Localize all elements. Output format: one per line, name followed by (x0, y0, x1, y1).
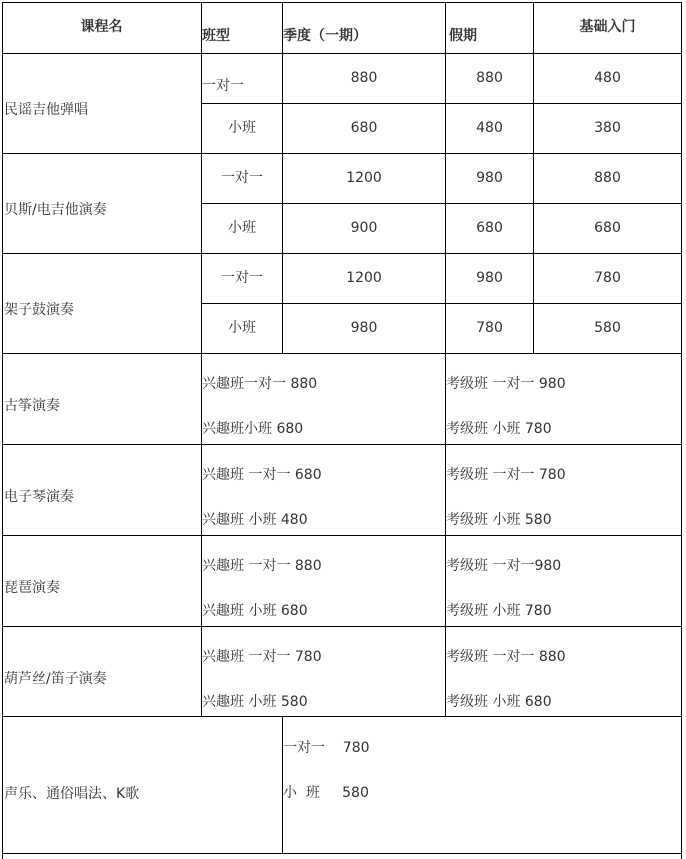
class-type: 小班 (228, 220, 256, 236)
course-name: 古筝演奏 (4, 398, 60, 414)
price-basic: 780 (594, 270, 621, 286)
interest-class-price: 兴趣班 小班 480 (202, 512, 308, 528)
price-basic: 680 (594, 220, 621, 236)
interest-class-price: 兴趣班一对一 880 (202, 376, 318, 392)
header-class-type: 班型 (202, 28, 230, 44)
class-type: 小班 (228, 120, 256, 136)
interest-class-price: 兴趣班 一对一 880 (202, 558, 322, 574)
course-name: 声乐、通俗唱法、K歌 (4, 786, 140, 802)
price-holiday: 680 (476, 220, 503, 236)
price-basic: 880 (594, 170, 621, 186)
course-name: 电子琴演奏 (4, 489, 74, 505)
course-name: 民谣吉他弹唱 (4, 102, 88, 118)
price-basic: 580 (594, 320, 621, 336)
header-basic: 基础入门 (579, 19, 636, 35)
price-season: 1200 (346, 270, 382, 286)
interest-class-price: 兴趣班 小班 580 (202, 694, 308, 710)
price-basic: 380 (594, 120, 621, 136)
interest-class-price: 兴趣班小班 680 (202, 421, 304, 437)
exam-class-price: 考级班 小班 780 (446, 603, 552, 619)
exam-class-price: 考级班 小班 780 (446, 421, 552, 437)
class-type: 小班 (228, 320, 256, 336)
exam-class-price: 考级班 一对一 880 (446, 649, 566, 665)
price-holiday: 980 (476, 170, 503, 186)
course-name: 琵琶演奏 (4, 580, 60, 596)
header-course: 课程名 (80, 19, 123, 35)
interest-class-price: 兴趣班 一对一 680 (202, 467, 322, 483)
exam-class-price: 考级班 一对一 980 (446, 376, 566, 392)
class-type: 一对一 (221, 170, 263, 186)
price-season: 680 (350, 120, 378, 136)
class-type: 一对一 (221, 270, 263, 286)
price-season: 880 (350, 70, 378, 86)
price-season: 980 (350, 320, 378, 336)
header-season: 季度（一期） (283, 28, 367, 44)
course-name: 葫芦丝/笛子演奏 (4, 671, 107, 687)
header-holiday: 假期 (449, 28, 477, 44)
course-name: 架子鼓演奏 (4, 302, 74, 318)
price-holiday: 880 (476, 70, 503, 86)
price-holiday: 480 (476, 120, 503, 136)
vocal-price: 一对一 780 (283, 740, 370, 756)
interest-class-price: 兴趣班 一对一 780 (202, 649, 322, 665)
course-name: 贝斯/电吉他演奏 (4, 202, 107, 218)
price-holiday: 980 (476, 270, 503, 286)
price-season: 900 (350, 220, 378, 236)
price-holiday: 780 (476, 320, 503, 336)
price-basic: 480 (594, 70, 621, 86)
exam-class-price: 考级班 一对一980 (446, 558, 562, 574)
interest-class-price: 兴趣班 小班 680 (202, 603, 308, 619)
exam-class-price: 考级班 一对一 780 (446, 467, 566, 483)
price-season: 1200 (346, 170, 382, 186)
class-type: 一对一 (202, 78, 244, 94)
exam-class-price: 考级班 小班 680 (446, 694, 552, 710)
exam-class-price: 考级班 小班 580 (446, 512, 552, 528)
vocal-price: 小 班 580 (283, 785, 369, 801)
